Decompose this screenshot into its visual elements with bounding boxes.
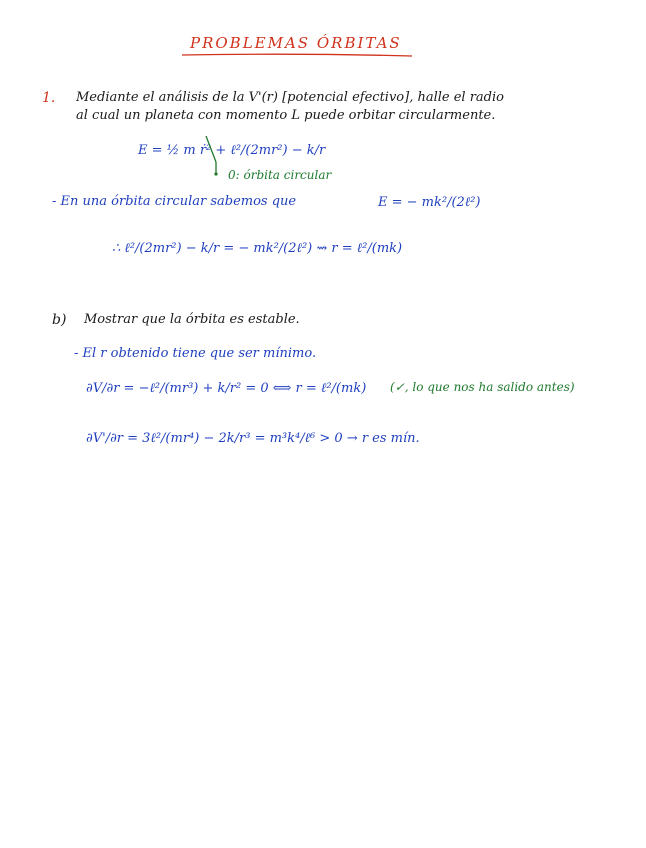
problem-number: 1. (42, 90, 56, 106)
therefore-equation: ∴ ℓ²/(2mr²) − k/r = − mk²/(2ℓ²) ⇝ r = ℓ²/(mk) (112, 241, 403, 256)
first-derivative-equation: ∂V/∂r = −ℓ²/(mr³) + k/r² = 0 ⟺ r = ℓ²/(mk) (86, 381, 367, 396)
bullet-minimum: - El r obtenido tiene que ser mínimo. (74, 346, 317, 361)
part-b-statement: Mostrar que la órbita es estable. (84, 312, 300, 327)
part-b-label: b) (52, 312, 67, 328)
title-underline (180, 52, 416, 58)
energy-equation: E = ½ m ṙ² + ℓ²/(2mr²) − k/r (138, 143, 326, 158)
zero-arrow (200, 134, 230, 178)
problem-statement-line2: al cual un planeta con momento L puede orbitar circularmente. (76, 108, 496, 123)
page-title (190, 34, 402, 52)
title-text: PROBLEMAS ÓRBITAS (190, 34, 402, 52)
circular-energy-equation: E = − mk²/(2ℓ²) (378, 195, 481, 210)
bullet-circular-text: - En una órbita circular sabemos que (52, 194, 297, 209)
circular-orbit-note: 0: órbita circular (228, 168, 332, 182)
first-derivative-note: (✓, lo que nos ha salido antes) (390, 380, 575, 394)
second-derivative-equation: ∂V'/∂r = 3ℓ²/(mr⁴) − 2k/r³ = m³k⁴/ℓ⁶ > 0 → r es mín. (86, 431, 420, 446)
problem-statement-line1: Mediante el análisis de la V'(r) [potencial efectivo], halle el radio (76, 90, 504, 105)
